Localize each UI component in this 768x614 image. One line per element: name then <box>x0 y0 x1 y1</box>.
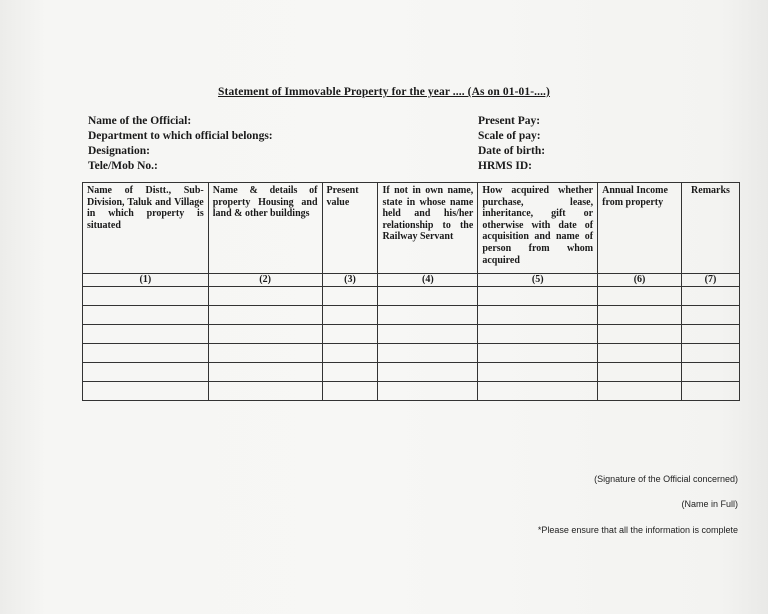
table-cell[interactable] <box>478 344 598 363</box>
column-number: (5) <box>478 274 598 287</box>
designation-label: Designation: <box>88 145 150 157</box>
table-row <box>83 325 740 344</box>
table-cell[interactable] <box>681 363 739 382</box>
table-row <box>83 287 740 306</box>
table-cell[interactable] <box>681 325 739 344</box>
table-cell[interactable] <box>478 306 598 325</box>
form-title: Statement of Immovable Property for the year .... (As on 01-01-....) <box>218 86 550 98</box>
table-cell[interactable] <box>208 306 322 325</box>
table-row <box>83 306 740 325</box>
table-cell[interactable] <box>83 382 209 401</box>
table-cell[interactable] <box>208 325 322 344</box>
column-number: (3) <box>322 274 378 287</box>
table-cell[interactable] <box>598 306 682 325</box>
header-remarks: Remarks <box>681 183 739 274</box>
table-cell[interactable] <box>478 287 598 306</box>
official-name-label: Name of the Official: <box>88 115 192 127</box>
table-cell[interactable] <box>378 325 478 344</box>
official-details <box>88 114 273 174</box>
table-cell[interactable] <box>208 363 322 382</box>
table-cell[interactable] <box>478 325 598 344</box>
signature-line: (Signature of the Official concerned) <box>594 474 738 484</box>
header-how-acquired: How acquired whether purchase, lease, inheritance, gift or otherwise with date of acquisition and name of person from whom acquired <box>478 183 598 274</box>
table-cell[interactable] <box>208 382 322 401</box>
column-number: (1) <box>83 274 209 287</box>
table-cell[interactable] <box>83 325 209 344</box>
date-of-birth-label: Date of birth: <box>478 145 546 157</box>
table-cell[interactable] <box>322 287 378 306</box>
hrms-id-label: HRMS ID: <box>478 160 532 172</box>
table-cell[interactable] <box>322 363 378 382</box>
table-cell[interactable] <box>208 344 322 363</box>
table-cell[interactable] <box>378 363 478 382</box>
table-cell[interactable] <box>681 287 739 306</box>
table-cell[interactable] <box>478 382 598 401</box>
table-cell[interactable] <box>598 325 682 344</box>
table-cell[interactable] <box>378 344 478 363</box>
table-cell[interactable] <box>478 363 598 382</box>
table-cell[interactable] <box>378 382 478 401</box>
completeness-note: *Please ensure that all the information is complete <box>537 525 738 535</box>
header-location: Name of Distt., Sub-Division, Taluk and Village in which property is situated <box>83 183 209 274</box>
scale-of-pay-label: Scale of pay: <box>478 130 541 142</box>
table-cell[interactable] <box>598 287 682 306</box>
table-cell[interactable] <box>598 344 682 363</box>
table-cell[interactable] <box>681 382 739 401</box>
table-cell[interactable] <box>681 344 739 363</box>
name-in-full-line: (Name in Full) <box>681 499 738 509</box>
table-cell[interactable] <box>322 344 378 363</box>
table-header-row <box>83 183 740 274</box>
table-cell[interactable] <box>83 363 209 382</box>
table-cell[interactable] <box>83 344 209 363</box>
column-number-row <box>83 274 740 287</box>
table-cell[interactable] <box>322 306 378 325</box>
header-annual-income: Annual Income from property <box>598 183 682 274</box>
table-row <box>83 382 740 401</box>
header-property-details: Name & details of property Housing and land & other buildings <box>208 183 322 274</box>
column-number: (2) <box>208 274 322 287</box>
table-cell[interactable] <box>598 363 682 382</box>
table-cell[interactable] <box>681 306 739 325</box>
telephone-label: Tele/Mob No.: <box>88 160 158 172</box>
table-cell[interactable] <box>378 306 478 325</box>
table-cell[interactable] <box>208 287 322 306</box>
table-cell[interactable] <box>83 306 209 325</box>
header-present-value: Present value <box>322 183 378 274</box>
table-row <box>83 344 740 363</box>
column-number: (7) <box>681 274 739 287</box>
column-number: (6) <box>598 274 682 287</box>
table-cell[interactable] <box>598 382 682 401</box>
table-cell[interactable] <box>322 382 378 401</box>
department-label: Department to which official belongs: <box>88 130 273 142</box>
present-pay-label: Present Pay: <box>478 115 541 127</box>
table-cell[interactable] <box>83 287 209 306</box>
table-cell[interactable] <box>378 287 478 306</box>
column-number: (4) <box>378 274 478 287</box>
pay-details <box>478 114 545 174</box>
header-owner-relationship: If not in own name, state in whose name held and his/her relationship to the Railway Servant <box>378 183 478 274</box>
property-table <box>82 182 740 401</box>
table-cell[interactable] <box>322 325 378 344</box>
table-row <box>83 363 740 382</box>
